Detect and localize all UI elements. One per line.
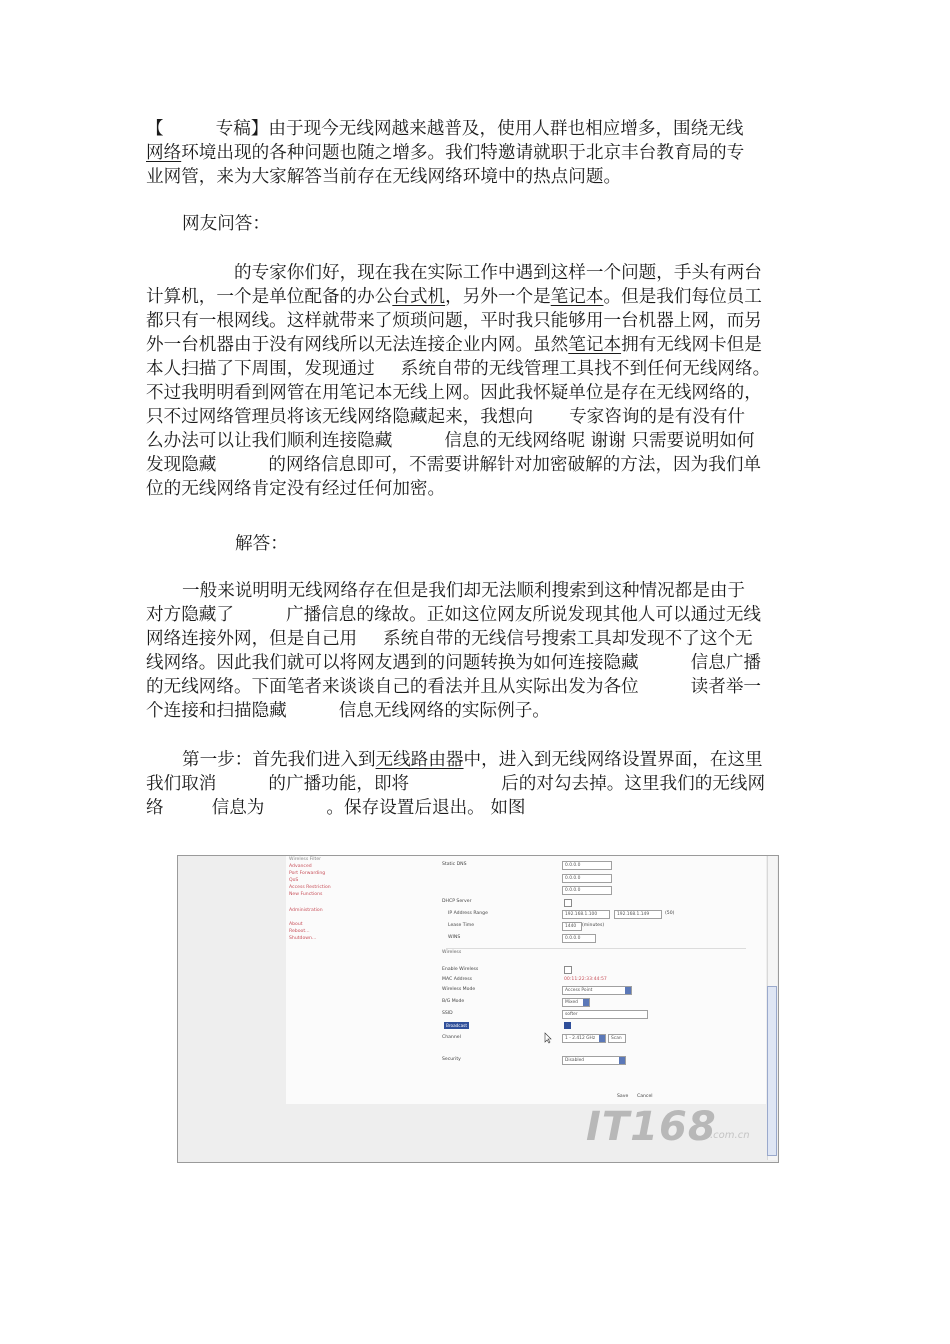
step1-line-1: 第一步：首先我们进入到无线路由器中，进入到无线网络设置界面，在这里 <box>182 750 763 770</box>
step1-line-3: 络 信息为 。保存设置后退出。 如图 <box>146 798 526 818</box>
section-divider <box>446 948 746 949</box>
sidebar-item-reboot[interactable]: Reboot... <box>289 929 310 934</box>
intro-line-3: 业网管，来为大家解答当前存在无线网络环境中的热点问题。 <box>146 167 622 187</box>
router-form <box>436 856 766 1104</box>
broadcast-label-highlight: Broadcast <box>446 1023 467 1028</box>
link-network[interactable]: 网络 <box>146 143 182 163</box>
router-sidebar <box>286 856 436 1104</box>
static-dns-label: Static DNS <box>442 862 467 867</box>
question-line-10: 位的无线网络肯定没有经过任何加密。 <box>146 479 446 499</box>
mac-address-label: MAC Address <box>442 977 472 982</box>
ip-end-input[interactable]: 192.168.1.149 <box>614 910 662 919</box>
watermark-domain: .com.cn <box>710 1130 750 1141</box>
dns2-input[interactable]: 0.0.0.0 <box>562 874 612 883</box>
answer-line-2: 对方隐藏了 广播信息的缘故。正如这位网友所说发现其他人可以通过无线 <box>146 605 762 625</box>
wins-input[interactable]: 0.0.0.0 <box>562 934 596 943</box>
link-wireless-router[interactable]: 无线路由器 <box>375 750 464 770</box>
step1-paragraph <box>146 748 808 820</box>
question-line-2: 计算机，一个是单位配备的办公台式机，另外一个是笔记本。但是我们每位员工 <box>146 287 762 307</box>
dns3-input[interactable]: 0.0.0.0 <box>562 886 612 895</box>
dhcp-server-checkbox[interactable] <box>564 899 572 907</box>
enable-wireless-label: Enable Wireless <box>442 967 479 972</box>
ssid-input[interactable]: softer <box>562 1010 648 1019</box>
ip-range-suffix: (50) <box>665 911 675 916</box>
intro-paragraph <box>146 117 808 189</box>
wireless-mode-label: Wireless Mode <box>442 987 476 992</box>
wireless-section-title: Wireless <box>442 950 462 955</box>
link-laptop[interactable]: 笔记本 <box>550 287 604 307</box>
ip-start-input[interactable]: 192.168.1.100 <box>562 910 610 919</box>
scan-button[interactable]: Scan <box>608 1034 626 1043</box>
router-settings-screenshot <box>177 855 779 1163</box>
link-laptop-2[interactable]: 笔记本 <box>568 335 622 355</box>
scrollbar-thumb[interactable] <box>767 986 777 1156</box>
bg-mode-label: B/G Mode <box>442 999 465 1004</box>
answer-line-1: 一般来说明明无线网络存在但是我们却无法顺利搜索到这种情况都是由于 <box>182 581 746 601</box>
channel-label: Channel <box>442 1035 461 1040</box>
security-select[interactable]: Disabled <box>562 1056 626 1065</box>
dns1-input[interactable]: 0.0.0.0 <box>562 861 612 870</box>
link-desktop[interactable]: 台式机 <box>392 287 446 307</box>
sidebar-item-new-functions[interactable]: New Functions <box>289 892 323 897</box>
answer-line-3: 网络连接外网，但是自己用 系统自带的无线信号搜索工具却发现不了这个无 <box>146 629 753 649</box>
sidebar-item-access-restriction[interactable]: Access Restriction <box>289 885 331 890</box>
question-line-6: 不过我明明看到网管在用笔记本无线上网。因此我怀疑单位是存在无线网络的， <box>146 383 762 403</box>
ip-range-label: IP Address Range <box>448 911 488 916</box>
answer-line-4: 线网络。因此我们就可以将网友遇到的问题转换为如何连接隐藏 信息广播 <box>146 653 762 673</box>
intro-line-2: 网络环境出现的各种问题也随之增多。我们特邀请就职于北京丰台教育局的专 <box>146 143 745 163</box>
security-label: Security <box>442 1057 461 1062</box>
lease-time-input[interactable]: 1440 <box>562 922 582 931</box>
router-page <box>286 856 766 1104</box>
bg-mode-select[interactable]: Mixed <box>562 998 590 1007</box>
qa-heading: 网友问答： <box>182 214 270 234</box>
it168-watermark-logo: IT168 <box>586 1104 717 1150</box>
question-line-9: 发现隐藏 的网络信息即可，不需要讲解针对加密破解的方法，因为我们单 <box>146 455 762 475</box>
lease-time-unit: (minutes) <box>582 923 605 928</box>
answer-heading: 解答： <box>235 534 288 554</box>
intro-line-1: 【 专稿】由于现今无线网越来越普及，使用人群也相应增多，围绕无线 <box>146 119 744 139</box>
mouse-cursor-icon <box>544 1032 552 1044</box>
dhcp-server-label: DHCP Server <box>442 899 472 904</box>
sidebar-item-about[interactable]: About <box>289 922 303 927</box>
enable-wireless-checkbox[interactable] <box>564 966 572 974</box>
sidebar-item-shutdown[interactable]: Shutdown... <box>289 936 317 941</box>
sidebar-item-qos[interactable]: QoS <box>289 878 299 883</box>
answer-line-6: 个连接和扫描隐藏 信息无线网络的实际例子。 <box>146 701 550 721</box>
sidebar-item-advanced[interactable]: Advanced <box>289 864 312 869</box>
question-line-7: 只不过网络管理员将该无线网络隐藏起来，我想向 专家咨询的是有没有什 <box>146 407 746 427</box>
ssid-label: SSID <box>442 1011 453 1016</box>
question-line-4: 外一台机器由于没有网线所以无法连接企业内网。虽然笔记本拥有无线网卡但是 <box>146 335 762 355</box>
mac-address-value: 00:11:22:33:44:57 <box>564 977 607 982</box>
channel-select[interactable]: 1 - 2.412 GHz <box>562 1034 606 1043</box>
answer-paragraph <box>146 579 808 723</box>
question-paragraph <box>146 261 808 501</box>
save-button[interactable]: Save <box>617 1094 629 1099</box>
broadcast-checkbox[interactable] <box>564 1022 571 1029</box>
sidebar-item-administration[interactable]: Administration <box>289 908 323 913</box>
cancel-button[interactable]: Cancel <box>637 1094 653 1099</box>
wireless-mode-select[interactable]: Access Point <box>562 986 632 995</box>
wins-label: WINS <box>448 935 461 940</box>
sidebar-item-port-forwarding[interactable]: Port Forwarding <box>289 871 326 876</box>
answer-line-5: 的无线网络。下面笔者来谈谈自己的看法并且从实际出发为各位 读者举一 <box>146 677 762 697</box>
sidebar-item-wireless-filter[interactable]: Wireless Filter <box>289 857 322 862</box>
lease-time-label: Lease Time <box>448 923 475 928</box>
question-line-5: 本人扫描了下周围，发现通过 系统自带的无线管理工具找不到任何无线网络。 <box>146 359 771 379</box>
step1-line-2: 我们取消 的广播功能，即将 后的对勾去掉。这里我们的无线网 <box>146 774 766 794</box>
question-line-3: 都只有一根网线。这样就带来了烦琐问题，平时我只能够用一台机器上网，而另 <box>146 311 762 331</box>
question-line-8: 么办法可以让我们顺利连接隐藏 信息的无线网络呢 谢谢 只需要说明如何 <box>146 431 755 451</box>
question-line-1: 的专家你们好，现在我在实际工作中遇到这样一个问题，手头有两台 <box>234 263 762 283</box>
